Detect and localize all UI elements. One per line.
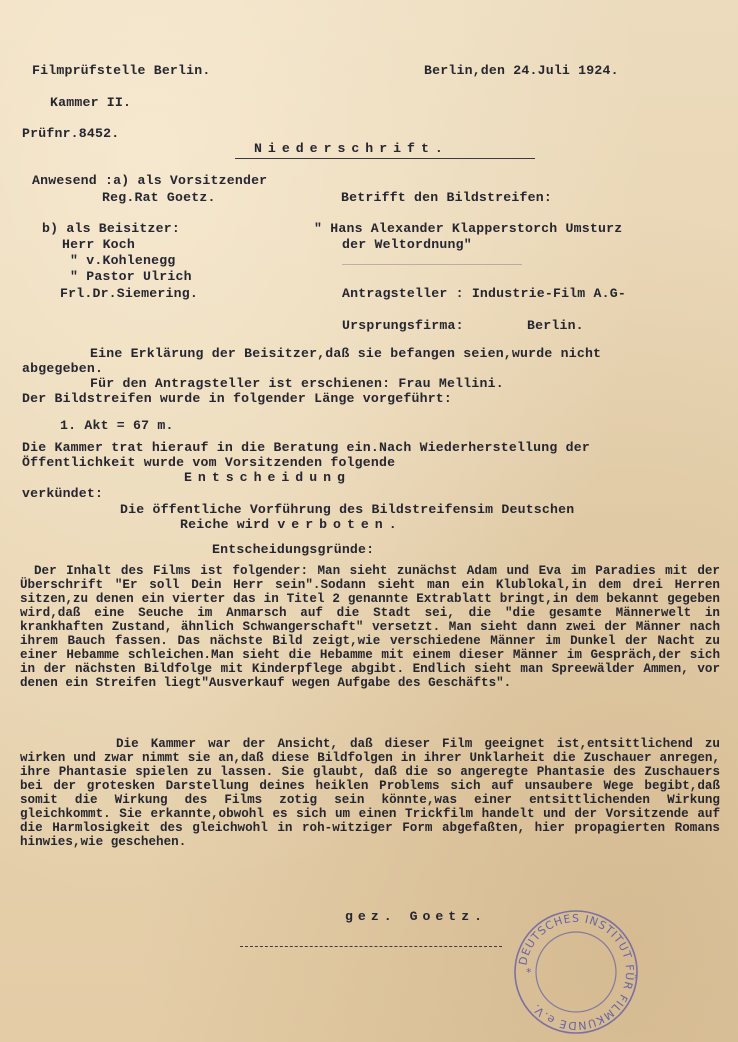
signature: gez. Goetz.	[345, 909, 488, 924]
applicant: Antragsteller : Industrie-Film A.G-	[342, 286, 626, 301]
title-underline	[235, 158, 535, 159]
place-date: Berlin,den 24.Juli 1924.	[424, 63, 619, 78]
screening-line: Der Bildstreifen wurde in folgender Länge vorgeführt:	[22, 391, 453, 406]
assessor-item: Herr Koch	[62, 237, 136, 252]
assessor-item: " Pastor Ulrich	[70, 269, 192, 284]
announced-label: verkündet:	[22, 486, 104, 501]
signature-line	[240, 946, 502, 947]
stamp-lettering: DEUTSCHES INSTITUT FÜR FILMKUNDE e.V.	[516, 911, 637, 1033]
ruling-prefix: Reiche wird	[180, 517, 270, 532]
appearance-line: Für den Antragsteller ist erschienen: Frau Mellini.	[90, 376, 504, 391]
film-title-line1: " Hans Alexander Klapperstorch Umsturz	[314, 221, 623, 236]
assessor-item: " v.Kohlenegg	[70, 253, 176, 268]
document-title: Niederschrift.	[254, 141, 449, 156]
institute-stamp	[512, 908, 640, 1036]
chair-name: Reg.Rat Goetz.	[102, 190, 216, 205]
origin-value: Berlin.	[527, 318, 584, 333]
faint-underline	[342, 264, 522, 265]
office-name: Filmprüfstelle Berlin.	[32, 63, 211, 78]
ruling-line2	[180, 518, 403, 531]
film-title-line2: der Weltordnung"	[342, 237, 472, 252]
origin-label: Ursprungsfirma:	[342, 318, 464, 333]
declaration-line1: Eine Erklärung der Beisitzer,daß sie befangen seien,wurde nicht	[90, 346, 602, 361]
film-length: 1. Akt = 67 m.	[60, 418, 174, 433]
chamber: Kammer II.	[50, 95, 132, 110]
assessors-label: b) als Beisitzer:	[42, 221, 180, 236]
reasons-heading: Entscheidungsgründe:	[212, 542, 375, 557]
assessor-item: Frl.Dr.Siemering.	[60, 286, 198, 301]
svg-text:*: *	[526, 966, 532, 979]
deliberation-line1: Die Kammer trat hierauf in die Beratung ein.Nach Wiederherstellung der	[22, 440, 590, 455]
ruling-line1: Die öffentliche Vorführung des Bildstreifensim Deutschen	[120, 502, 575, 517]
declaration-line2: abgegeben.	[22, 361, 104, 376]
exam-number: Prüfnr.8452.	[22, 126, 120, 141]
subject-label: Betrifft den Bildstreifen:	[341, 190, 552, 205]
reasons-paragraph-2: Die Kammer war der Ansicht, daß dieser Film geeignet ist,entsittlichend zu wirken und zwar nimmt sie an,daß diese Bildfolgen in ihrer Unklarheit die Zuschauer anregen, ihre Phantasie spielen zu lassen. Sie glaubt, daß die so angeregte Phantasie des Zuschauers bei der grotesken Darstellung deines heiklen Problems sich auf unsaubere Wege begibt,daß somit die Wirkung des Films zotig sein könnte,was einer entsittlichenden Wirkung gleichkommt. Sie erkannte,obwohl es sich um einen Trickfilm handelt und der Vorsitzende auf die Harmlosigkeit des gleichwohl in roh-witziger Form abgefaßten, hier propagierten Romans hinwies,wie geschehen.	[20, 737, 720, 849]
decision-heading: Entscheidung	[184, 470, 351, 485]
stamp-graphic	[512, 908, 640, 1036]
ruling-verdict: verboten.	[277, 517, 403, 532]
reasons-paragraph-1: Der Inhalt des Films ist folgender: Man sieht zunächst Adam und Eva im Paradies mit der Überschrift "Er soll Dein Herr sein".Sodann sieht man ein Klublokal,in dem drei Herren sitzen,zu denen ein vierter das in Titel 2 genannte Extrablatt bringt,in dem bekannt gegeben wird,daß eine Seuche im Anmarsch auf die Stadt sei, die "die gesamte Männerwelt in krankhaften Zustand, ähnlich Schwangerschaft" versetzt. Man sieht dann zwei der Männer nach ihrem Bauch fassen. Das nächste Bild zeigt,wie verschiedene Männer im Dunkel der Nacht zu einer Hebamme schleichen.Man sieht die Hebamme mit einem dieser Männer im Gespräch,der sich in der nächsten Bildfolge mit Kinderpflege abgibt. Endlich sieht man Spreewälder Ammen, vor denen ein Streifen liegt"Ausverkauf wegen Aufgabe des Geschäfts".	[20, 564, 720, 690]
present-label: Anwesend :a) als Vorsitzender	[32, 173, 268, 188]
deliberation-line2: Öffentlichkeit wurde vom Vorsitzenden folgende	[22, 455, 396, 470]
